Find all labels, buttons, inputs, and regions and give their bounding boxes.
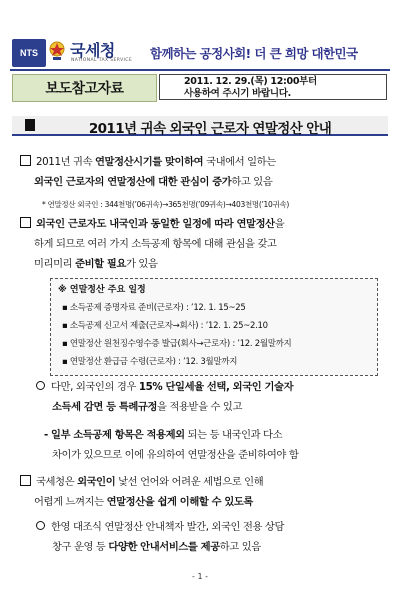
text: 국세청은 [36,476,78,488]
paragraph-1-line-1 [20,153,276,173]
text: 다만, 외국인의 경우 [51,381,139,393]
text: 한영 대조식 연말정산 안내책자 발간, 외국인 전용 상담 [51,521,285,533]
text-bold: 연말정산을 쉽게 이해할 수 있도록 [106,496,253,508]
text-bold: 준비할 필요 [75,258,126,270]
paragraph-2-line-1 [20,215,284,235]
embargo-line-2: 사용하여 주시기 바랍니다. [184,88,291,99]
square-bullet-icon [20,475,31,486]
text: 하고 있음 [219,541,261,553]
text: 창구 운영 등 [52,541,109,553]
circle-bullet-icon [36,521,45,530]
text: 어렵게 느껴지는 [34,496,107,508]
page-title: 2011년 귀속 외국인 근로자 연말정산 안내 [88,121,332,137]
schedule-title: ※ 연말정산 주요 일정 [58,285,146,295]
agency-name: 국세청 [70,41,115,60]
paragraph-2-line-2: 하게 되므로 여러 가지 소득공제 항목에 대해 관심을 갖고 [34,238,277,250]
text-bold: 15% 단일세율 선택, 외국인 기술자 [138,381,294,393]
paragraph-5-line-2 [34,493,253,513]
text-bold: 외국인이 [77,476,116,488]
paragraph-4-line-2: 차이가 있으므로 이에 유의하여 연말정산을 준비하여야 함 [52,449,299,461]
schedule-item: ▪ 소득공제 증명자료 준비(근로자) : ’12. 1. 15~25 [62,303,246,313]
embargo-line-1: 2011. 12. 29.(목) 12:00부터 [184,76,317,87]
paragraph-3-line-1 [36,378,293,398]
text: 2011년 귀속 [36,156,95,168]
paragraph-6-line-2 [52,538,261,558]
text-bold: 소득세 감면 등 특례규정 [52,401,158,413]
text-bold: 외국인 근로자도 내국인과 동일한 일정에 따라 연말정산 [36,218,275,230]
paragraph-2-line-3 [34,255,158,275]
square-bullet-icon [20,217,31,228]
text-bold: 연말정산시기를 맞이하여 [95,156,204,168]
statistics-note: * 연말정산 외국인 : 344천명(’06귀속)→365천명(’09귀속)→403천명(’10귀속) [42,200,290,209]
text: 가 있음 [125,258,158,270]
paragraph-6-line-1 [36,518,284,538]
paragraph-5-line-1 [20,473,263,493]
text: 을 적용받을 수 있고 [157,401,243,413]
paragraph-1-line-2 [34,173,272,193]
nts-logo: NTS [12,39,46,67]
title-marker [25,119,35,131]
text: 을 [274,218,285,230]
text: 하고 있음 [231,176,273,188]
schedule-item: ▪ 소득공제 신고서 제출(근로자→회사) : ’12. 1. 25~2.10 [62,321,268,331]
slogan: 함께하는 공정사회! 더 큰 희망 대한민국 [150,46,358,61]
schedule-item: ▪ 연말정산 환급금 수령(근로자) : ’12. 3월말까지 [62,357,238,367]
paragraph-3-line-2 [52,398,242,418]
paragraph-4-line-1 [44,426,282,446]
text: 되는 등 내국인과 다소 [184,429,283,441]
text-bold: - 일부 소득공제 항목은 적용제외 [44,429,185,441]
text: 국내에서 일하는 [203,156,276,168]
text-bold: 외국인 근로자의 연말정산에 대한 관심이 증가 [34,176,232,188]
text-bold: 다양한 안내서비스를 제공 [108,541,220,553]
text: 미리미리 [34,258,76,270]
text: 낯선 언어와 어려운 세법으로 인해 [115,476,264,488]
header-divider [10,69,390,71]
square-bullet-icon [20,155,31,166]
schedule-item: ▪ 연말정산 원천징수영수증 발급(회사→근로자) : ’12. 2월말까지 [62,339,292,349]
emblem-icon [47,40,67,62]
press-reference-label: 보도참고자료 [12,74,157,102]
page-number: - 1 - [192,572,208,581]
agency-name-en: NATIONAL TAX SERVICE [71,58,133,63]
circle-bullet-icon [36,381,45,390]
embargo-notice [159,74,387,100]
